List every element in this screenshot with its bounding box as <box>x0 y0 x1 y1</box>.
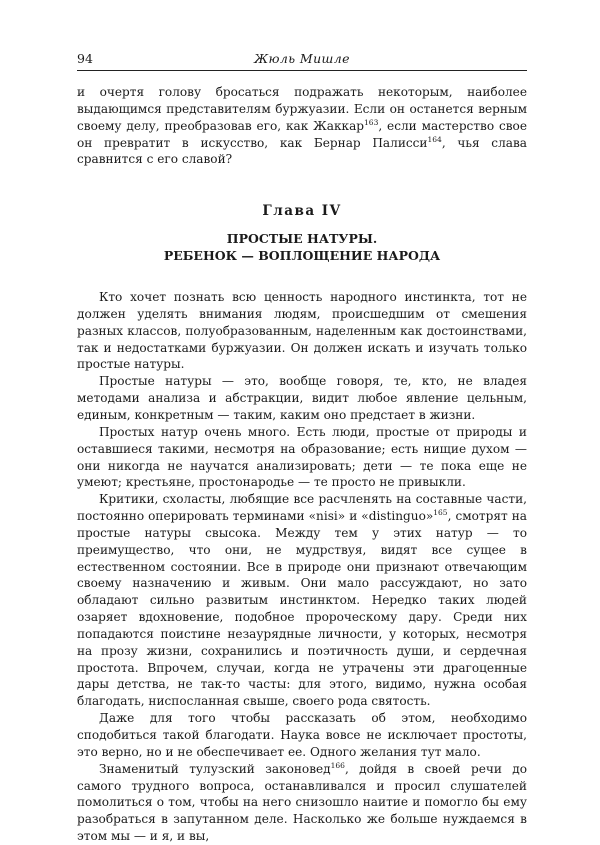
paragraph-5: Даже для того чтобы рассказать об этом, необходимо сподобиться такой благодати. Наука вовсе не исключает простоты, это верно, но и не обеспечивает ее. Одного желания тут мало. <box>77 711 527 759</box>
chapter-title-line-1: ПРОСТЫЕ НАТУРЫ. <box>226 231 378 247</box>
paragraph-6-text-b: , дойдя в своей речи до самого трудного вопроса, останавливался и просил слушателей помолиться о том, чтобы на него снизошло наитие и помогло бы ему разобраться в запутанном деле. Насколько же больше нуждаемся в этом мы — и я, и вы, <box>77 761 527 844</box>
paragraph-4-text-a: Критики, схоласты, любящие все расчленять на составные части, постоянно оперировать терминами «nisi» и «distinguo» <box>77 492 527 524</box>
paragraph-6-text-a: Знаменитый тулузский законовед <box>99 761 331 776</box>
footnote-ref: 164 <box>427 134 442 144</box>
body-text <box>77 84 527 845</box>
paragraph-4-text-b: , смотрят на простые натуры свысока. Между тем у этих натур — то преимущество, что они, не мудрствуя, видят все сущее в естественном состоянии. Все в природе они признают отвечающим своему назначению и живым. Они мало рассуждают, но зато обладают сильно развитым инстинктом. Нередко таких людей озаряет вдохновение, подобное пророческому дару. Среди них попадаются поистине незаурядные личности, у которых, несмотря на прозу жизни, сохранились и поэтичность души, и сердечная простота. Впрочем, случаи, когда не утрачены эти драгоценные дары детства, не так-то часты: для этого, видимо, нужна особая благодать, ниспосланная свыше, своего рода святость. <box>77 509 527 709</box>
paragraph-6 <box>77 761 527 845</box>
chapter-title-line-2: РЕБЕНОК — ВОПЛОЩЕНИЕ НАРОДА <box>163 248 441 264</box>
running-title: Жюль Мишле <box>254 51 350 66</box>
intro-text: и очертя голову бросаться подражать некоторым, наиболее выдающимся представителям буржуазии. Если он останется верным своему делу, преобразовав его, как Жаккар <box>77 85 527 133</box>
intro-text-3: , чья слава сравнится с его славой? <box>77 135 527 167</box>
paragraph-3: Простых натур очень много. Есть люди, простые от природы и оставшиеся такими, несмотря на образование; есть нищие духом — они никогда не научатся анализировать; дети — те пока еще не умеют; крестьяне, простонародье — те просто не привыкли. <box>77 424 527 490</box>
page-header <box>77 48 527 71</box>
chapter-label: Глава IV <box>262 203 342 220</box>
footnote-ref: 166 <box>330 760 345 770</box>
intro-text-2: , если мастерство свое он превратит в искусство, как Бернар Палисси <box>77 118 527 150</box>
paragraph-1: Кто хочет познать всю ценность народного инстинкта, тот не должен уделять внимания людям, происшедшим от смешения разных классов, полуобразованным, наделенным как достоинствами, так и недостатками буржуазии. Он должен искать и изучать только простые натуры. <box>77 290 527 372</box>
page-number: 94 <box>77 51 93 66</box>
paragraph-2: Простые натуры — это, вообще говоря, те, кто, не владея методами анализа и абстракции, видит любое явление цельным, единым, конкретным — таким, каким оно предстает в жизни. <box>77 374 527 422</box>
intro-paragraph <box>77 84 527 168</box>
footnote-ref: 163 <box>364 117 379 127</box>
paragraph-4 <box>77 491 527 710</box>
footnote-ref: 165 <box>433 508 448 518</box>
chapter-title <box>77 230 527 264</box>
